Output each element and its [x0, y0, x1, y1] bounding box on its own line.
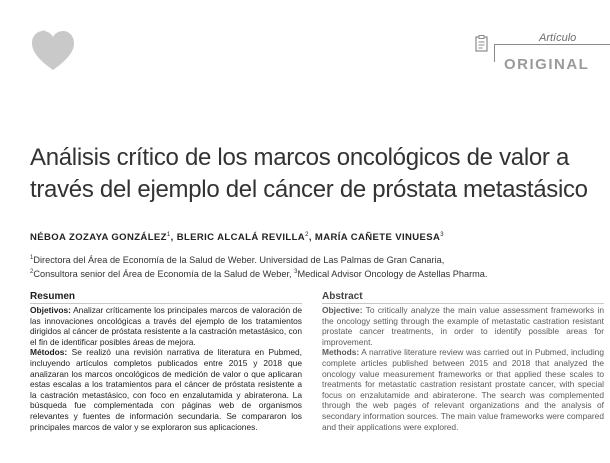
- affiliation-line-2: [30, 266, 487, 280]
- affiliation-line-1: [30, 252, 487, 266]
- document-icon: [472, 34, 492, 54]
- resumen-objetivos: [30, 305, 302, 347]
- objective-label: Objective:: [322, 305, 363, 315]
- author-name: NÉBOA ZOZAYA GONZÁLEZ: [30, 232, 167, 244]
- affiliation-text: Medical Advisor Oncology de Astellas Pharma.: [297, 269, 488, 280]
- affiliations: [30, 252, 487, 280]
- resumen-metodos: [30, 347, 302, 432]
- author-separator: ,: [170, 232, 177, 244]
- abstract-column: [322, 290, 604, 432]
- author-name: MARÍA CAÑETE VINUESA: [314, 232, 441, 244]
- heart-logo-icon: [30, 30, 76, 72]
- paper-title: [30, 142, 590, 206]
- resumen-heading: Resumen: [30, 291, 76, 302]
- article-type: Artículo: [536, 32, 579, 44]
- affiliation-text: Directora del Área de Economía de la Salud de Weber. Universidad de Las Palmas de Gran Canaria,: [33, 255, 445, 266]
- author-name: BLERIC ALCALÁ REVILLA: [176, 232, 306, 244]
- abstract-heading: Abstract: [322, 291, 363, 302]
- author-sup: 2: [305, 232, 309, 238]
- author-sup: 1: [166, 232, 171, 238]
- objetivos-label: Objetivos:: [30, 305, 71, 315]
- resumen-column: [30, 290, 302, 432]
- metodos-text: Se realizó una revisión narrativa de literatura en Pubmed, incluyendo artículos completos publicados entre 2015 y 2018 que analizaran los marcos oncológicos de medición de valor o que aplicaran estas escalas a los tratamientos para el cáncer de próstata resistente a la castración metastásico, con foco en enzalutamida y abiraterona. La búsqueda fue complementada con páginas web de organismos relevantes y fuentes de información secundaria. Se compararon los principales marcos de valor y se exploraron sus aplicaciones.: [30, 347, 302, 432]
- article-subtype: ORIGINAL: [504, 56, 590, 73]
- author-list: [30, 232, 444, 243]
- badge-rule-vertical: [494, 44, 495, 62]
- affiliation-sup: 3: [294, 269, 298, 276]
- objective-text: To critically analyze the main value assessment frameworks in the oncology setting through the example of metastatic castration resistant prostate cancer treatments, in order to identify possible areas for improvement.: [322, 305, 604, 347]
- title-line-1: Análisis crítico de los marcos oncológicos de valor a: [30, 144, 570, 171]
- affiliation-text: Consultora senior del Área de Economía de la Salud de Weber,: [33, 269, 295, 280]
- author-sup: 3: [440, 232, 445, 238]
- author-separator: ,: [308, 232, 315, 244]
- abstract-objective: [322, 305, 604, 347]
- methods-label: Methods:: [322, 347, 360, 358]
- methods-text: A narrative literature review was carried out in Pubmed, including complete articles published between 2015 and 2018 that analyzed the oncology value measurement frameworks or that applied these scales to treatments for metastatic castration resistant prostate cancer, with special focus on enzalutamide and abiraterone. The search was complemented through the web pages of relevant organizations and the analysis of secondary information sources. The main value frameworks were compared and their applications were explored.: [322, 347, 604, 432]
- title-line-2: través del ejemplo del cáncer de próstata metastásico: [30, 176, 588, 203]
- badge-rule: [494, 44, 610, 45]
- resumen-rule: [30, 303, 302, 304]
- affiliation-sup: 2: [30, 269, 34, 276]
- objetivos-text: Analizar críticamente los principales marcos de valoración de las innovaciones oncológicas a través del ejemplo de los tratamientos dirigidos al cáncer de próstata resistente a la castración metastásico, con el fin de identificar posibles áreas de mejora.: [30, 305, 302, 347]
- metodos-label: Métodos:: [30, 347, 68, 358]
- abstract-rule: [322, 303, 604, 304]
- article-type-badge: [470, 30, 610, 76]
- affiliation-sup: 1: [30, 255, 34, 261]
- abstract-methods: [322, 347, 604, 432]
